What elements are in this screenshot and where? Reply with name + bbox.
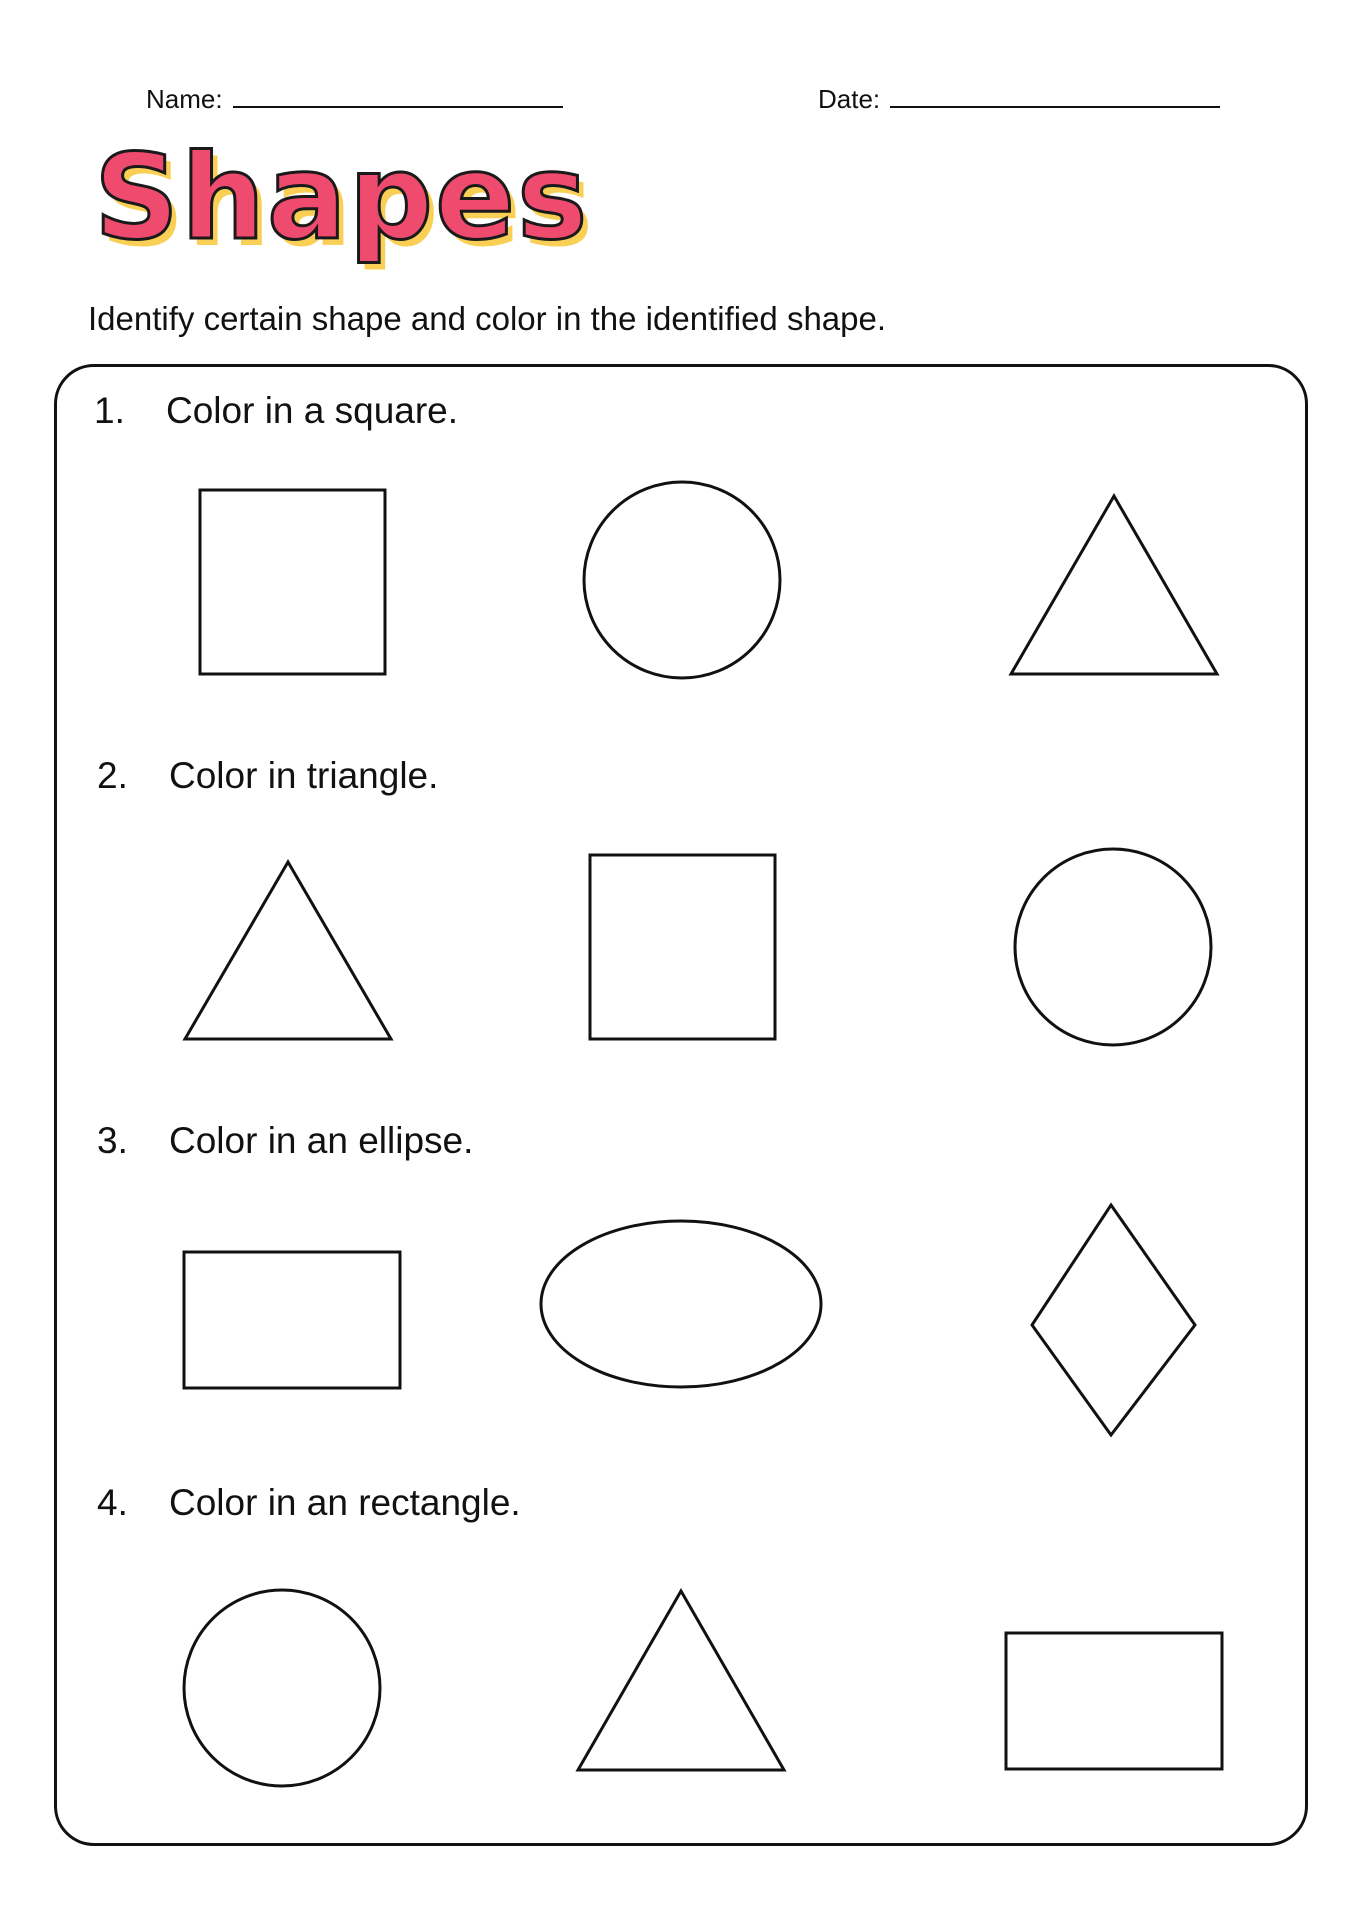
q4-circle-shape[interactable] <box>184 1590 380 1786</box>
q3-ellipse-shape[interactable] <box>541 1221 821 1387</box>
question-number: 4. <box>97 1482 128 1523</box>
q2-square-shape[interactable] <box>590 855 775 1039</box>
worksheet-instructions: Identify certain shape and color in the identified shape. <box>88 300 887 337</box>
name-label: Name: <box>146 84 223 114</box>
worksheet-title: Shapes <box>94 128 590 266</box>
q4-rectangle-shape[interactable] <box>1006 1633 1222 1769</box>
question-number: 1. <box>94 390 125 431</box>
question-text: Color in triangle. <box>169 755 439 796</box>
question-text: Color in an rectangle. <box>169 1482 521 1523</box>
question-number: 3. <box>97 1120 128 1161</box>
q4-triangle-shape[interactable] <box>578 1591 784 1770</box>
q3-diamond-shape[interactable] <box>1032 1205 1195 1435</box>
question-text: Color in an ellipse. <box>169 1120 474 1161</box>
q1-square-shape[interactable] <box>200 490 385 674</box>
date-label: Date: <box>818 84 881 114</box>
q2-triangle-shape[interactable] <box>185 862 391 1039</box>
q3-rectangle-shape[interactable] <box>184 1252 400 1388</box>
q1-triangle-shape[interactable] <box>1011 496 1217 674</box>
q2-circle-shape[interactable] <box>1015 849 1211 1045</box>
question-text: Color in a square. <box>166 390 459 431</box>
question-number: 2. <box>97 755 128 796</box>
q1-circle-shape[interactable] <box>584 482 780 678</box>
